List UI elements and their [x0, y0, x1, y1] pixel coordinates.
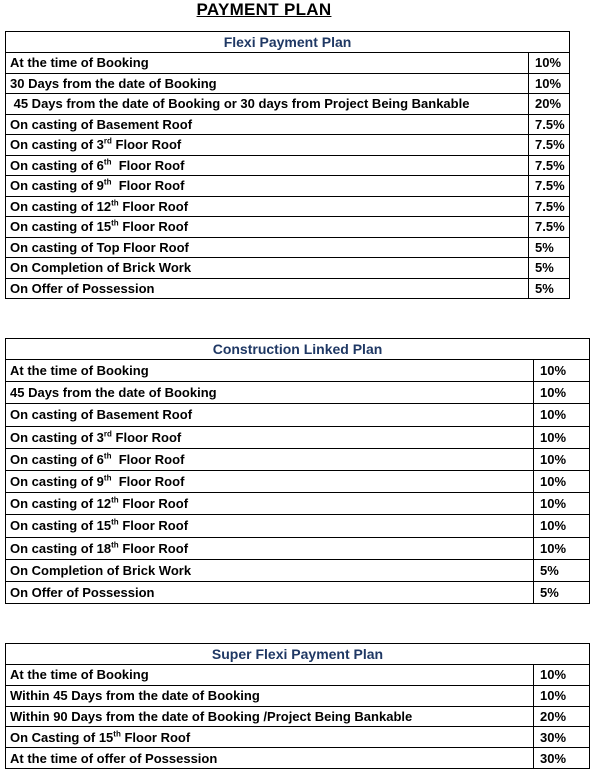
payment-stage-cell [6, 360, 534, 382]
payment-stage-cell [6, 237, 529, 258]
stage-label: At the time of Booking [10, 363, 149, 379]
payment-stage-cell [6, 135, 529, 156]
stage-label-tail: Floor Roof [111, 157, 185, 173]
table-row [6, 426, 590, 448]
table-row [6, 94, 570, 115]
ordinal-suffix: th [111, 540, 119, 550]
stage-label: On casting of 9 [10, 474, 104, 490]
payment-stage-cell [6, 727, 534, 748]
payment-percentage: 5% [529, 258, 570, 279]
payment-percentage: 7.5% [529, 217, 570, 238]
page-title: PAYMENT PLAN [196, 0, 332, 19]
payment-percentage: 5% [534, 559, 590, 581]
stage-label: On casting of 15 [10, 219, 112, 235]
flexi-payment-plan-table [5, 31, 570, 299]
payment-stage-cell [6, 515, 534, 537]
table-row [6, 53, 570, 74]
table-title: Flexi Payment Plan [6, 32, 570, 53]
payment-stage-cell [6, 176, 529, 197]
stage-label-tail: Floor Roof [118, 496, 189, 512]
payment-percentage: 30% [534, 727, 590, 748]
stage-label-tail: Floor Roof [111, 474, 185, 490]
table-title: Super Flexi Payment Plan [6, 644, 590, 665]
payment-stage-cell [6, 706, 534, 727]
stage-label-tail: Floor Roof [111, 137, 182, 153]
stage-label: On casting of 18 [10, 540, 112, 556]
table-row [6, 493, 590, 515]
payment-stage-cell [6, 94, 529, 115]
stage-label: On Offer of Possession [10, 584, 155, 600]
stage-label: On casting of 9 [10, 178, 104, 194]
payment-stage-cell [6, 581, 534, 603]
payment-percentage: 10% [534, 493, 590, 515]
ordinal-suffix: rd [103, 429, 112, 439]
table-row [6, 685, 590, 706]
table-header-row [6, 339, 590, 360]
payment-percentage: 30% [534, 748, 590, 769]
payment-stage-cell [6, 470, 534, 492]
payment-stage-cell [6, 382, 534, 404]
payment-stage-cell [6, 448, 534, 470]
stage-label: 45 Days from the date of Booking [10, 385, 217, 401]
table-row [6, 706, 590, 727]
payment-stage-cell [6, 685, 534, 706]
payment-percentage: 10% [534, 665, 590, 686]
stage-label: At the time of Booking [10, 55, 149, 71]
super-flexi-payment-plan-table [5, 643, 590, 769]
ordinal-suffix: th [103, 157, 112, 167]
table-row [6, 665, 590, 686]
stage-label-tail: Floor Roof [118, 198, 189, 214]
payment-stage-cell [6, 426, 534, 448]
table-row [6, 278, 570, 299]
stage-label: At the time of offer of Possession [10, 750, 218, 766]
payment-percentage: 5% [529, 237, 570, 258]
payment-percentage: 20% [534, 706, 590, 727]
payment-percentage: 10% [534, 685, 590, 706]
table-row [6, 581, 590, 603]
payment-percentage: 7.5% [529, 176, 570, 197]
stage-label-tail: Floor Roof [111, 178, 185, 194]
table-row [6, 196, 570, 217]
table-row [6, 727, 590, 748]
stage-label-tail: Floor Roof [111, 429, 182, 445]
stage-label-tail: Floor Roof [118, 540, 189, 556]
table-row [6, 748, 590, 769]
stage-label: On casting of 3 [10, 137, 104, 153]
payment-stage-cell [6, 155, 529, 176]
stage-label: On casting of 15 [10, 518, 112, 534]
stage-label: On casting of 6 [10, 157, 104, 173]
payment-percentage: 5% [529, 278, 570, 299]
table-header-row [6, 32, 570, 53]
payment-stage-cell [6, 493, 534, 515]
table-row [6, 404, 590, 426]
construction-linked-plan-table [5, 338, 590, 604]
table-row [6, 176, 570, 197]
stage-label: On casting of 12 [10, 496, 112, 512]
payment-stage-cell [6, 748, 534, 769]
payment-stage-cell [6, 73, 529, 94]
payment-percentage: 10% [534, 404, 590, 426]
table-row [6, 114, 570, 135]
payment-stage-cell [6, 196, 529, 217]
stage-label: On casting of Top Floor Roof [10, 239, 189, 255]
payment-percentage: 10% [534, 360, 590, 382]
ordinal-suffix: th [111, 218, 119, 228]
stage-label: On casting of 6 [10, 451, 104, 467]
table-row [6, 258, 570, 279]
table-row [6, 237, 570, 258]
stage-label: On Completion of Brick Work [10, 260, 192, 276]
payment-stage-cell [6, 559, 534, 581]
table-row [6, 470, 590, 492]
payment-percentage: 7.5% [529, 155, 570, 176]
ordinal-suffix: rd [103, 136, 112, 146]
payment-stage-cell [6, 53, 529, 74]
stage-label-tail: Floor Roof [118, 219, 189, 235]
ordinal-suffix: th [111, 495, 119, 505]
payment-percentage: 10% [534, 537, 590, 559]
table-row [6, 515, 590, 537]
ordinal-suffix: th [103, 473, 112, 483]
stage-label: Within 45 Days from the date of Booking [10, 688, 260, 704]
table-title: Construction Linked Plan [6, 339, 590, 360]
payment-percentage: 10% [534, 382, 590, 404]
payment-percentage: 10% [534, 515, 590, 537]
stage-label: On Casting of 15 [10, 729, 114, 745]
stage-label: Within 90 Days from the date of Booking /Project Being Bankable [10, 708, 413, 724]
payment-percentage: 10% [529, 53, 570, 74]
stage-label: On casting of 3 [10, 429, 104, 445]
table-row [6, 537, 590, 559]
stage-label-tail: Floor Roof [118, 518, 189, 534]
stage-label: At the time of Booking [10, 667, 149, 683]
payment-percentage: 10% [534, 470, 590, 492]
ordinal-suffix: th [103, 451, 112, 461]
payment-percentage: 10% [529, 73, 570, 94]
stage-label-tail: Floor Roof [120, 729, 191, 745]
ordinal-suffix: th [111, 198, 119, 208]
table-body [6, 644, 590, 769]
payment-stage-cell [6, 258, 529, 279]
payment-percentage: 7.5% [529, 196, 570, 217]
payment-stage-cell [6, 278, 529, 299]
table-row [6, 360, 590, 382]
stage-label: 30 Days from the date of Booking [10, 75, 217, 91]
payment-stage-cell [6, 114, 529, 135]
ordinal-suffix: th [111, 518, 119, 528]
table-row [6, 73, 570, 94]
payment-stage-cell [6, 537, 534, 559]
table-row [6, 382, 590, 404]
table-row [6, 448, 590, 470]
stage-label: On casting of Basement Roof [10, 116, 193, 132]
stage-label-tail: Floor Roof [111, 451, 185, 467]
payment-percentage: 10% [534, 448, 590, 470]
stage-label: On Offer of Possession [10, 280, 155, 296]
stage-label: On casting of 12 [10, 198, 112, 214]
table-body [6, 32, 570, 299]
stage-label: 45 Days from the date of Booking or 30 days from Project Being Bankable [10, 96, 470, 112]
payment-percentage: 7.5% [529, 135, 570, 156]
payment-stage-cell [6, 217, 529, 238]
table-row [6, 155, 570, 176]
payment-stage-cell [6, 665, 534, 686]
payment-stage-cell [6, 404, 534, 426]
ordinal-suffix: th [103, 177, 112, 187]
table-header-row [6, 644, 590, 665]
table-row [6, 135, 570, 156]
table-row [6, 217, 570, 238]
payment-percentage: 5% [534, 581, 590, 603]
stage-label: On Completion of Brick Work [10, 562, 192, 578]
payment-percentage: 20% [529, 94, 570, 115]
payment-percentage: 7.5% [529, 114, 570, 135]
table-row [6, 559, 590, 581]
stage-label: On casting of Basement Roof [10, 407, 193, 423]
table-body [6, 339, 590, 604]
ordinal-suffix: th [113, 729, 121, 739]
payment-percentage: 10% [534, 426, 590, 448]
